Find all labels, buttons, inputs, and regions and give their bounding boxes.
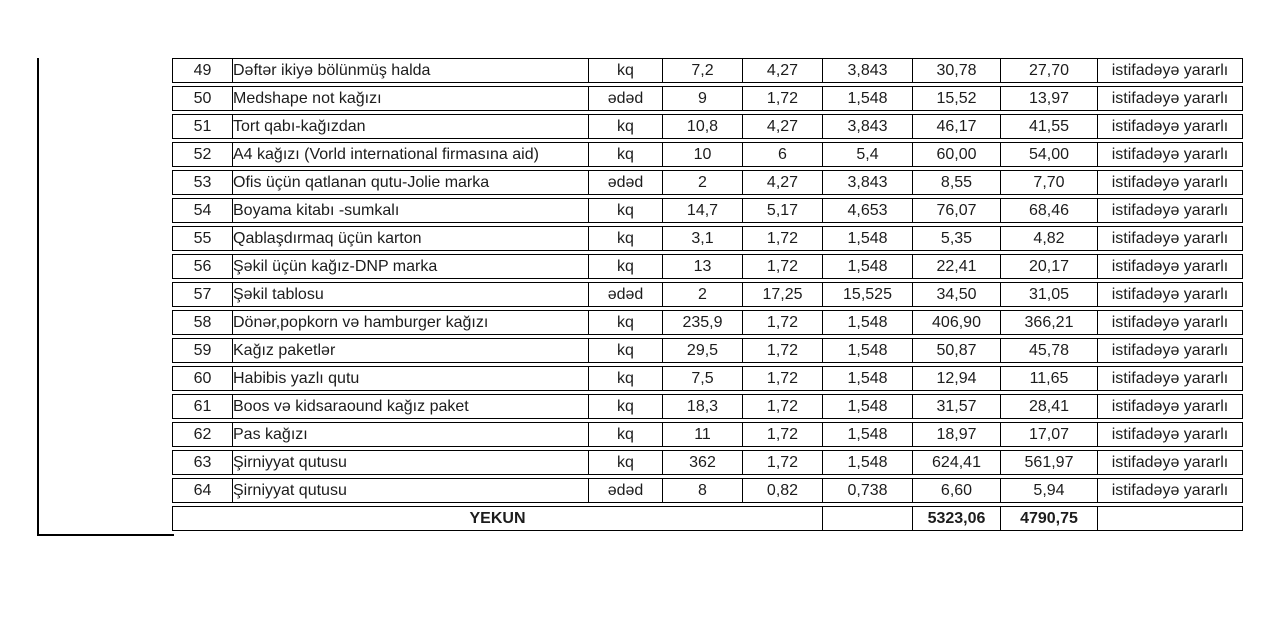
cell-price-net: 1,548 [822, 422, 912, 447]
table-row [172, 254, 1243, 279]
cell-name: Habibis yazlı qutu [232, 366, 588, 391]
cell-amount-net: 28,41 [1000, 394, 1097, 419]
cell-price-net: 5,4 [822, 142, 912, 167]
cell-unit: kq [588, 226, 662, 251]
cell-price-net: 1,548 [822, 394, 912, 419]
cell-price: 1,72 [742, 86, 822, 111]
cell-price-net: 3,843 [822, 170, 912, 195]
cell-amount: 76,07 [912, 198, 1000, 223]
cell-status: istifadəyə yararlı [1097, 338, 1243, 363]
cell-no: 54 [172, 198, 232, 223]
cell-no: 51 [172, 114, 232, 139]
total-amount: 5323,06 [912, 506, 1000, 531]
cell-amount-net: 366,21 [1000, 310, 1097, 335]
cell-amount: 30,78 [912, 58, 1000, 83]
cell-amount: 46,17 [912, 114, 1000, 139]
cell-amount-net: 13,97 [1000, 86, 1097, 111]
cell-status: istifadəyə yararlı [1097, 114, 1243, 139]
cell-status: istifadəyə yararlı [1097, 282, 1243, 307]
cell-price: 1,72 [742, 254, 822, 279]
cell-name: Kağız paketlər [232, 338, 588, 363]
cell-amount: 34,50 [912, 282, 1000, 307]
cell-unit: kq [588, 254, 662, 279]
table-row [172, 226, 1243, 251]
cell-amount-net: 31,05 [1000, 282, 1097, 307]
cell-unit: kq [588, 198, 662, 223]
cell-price: 1,72 [742, 226, 822, 251]
cell-unit: kq [588, 366, 662, 391]
cell-unit: kq [588, 310, 662, 335]
cell-unit: ədəd [588, 478, 662, 503]
cell-no: 63 [172, 450, 232, 475]
cell-unit: ədəd [588, 282, 662, 307]
cell-price: 1,72 [742, 422, 822, 447]
cell-status: istifadəyə yararlı [1097, 142, 1243, 167]
cell-amount-net: 27,70 [1000, 58, 1097, 83]
cell-status: istifadəyə yararlı [1097, 226, 1243, 251]
cell-status: istifadəyə yararlı [1097, 310, 1243, 335]
cell-status: istifadəyə yararlı [1097, 86, 1243, 111]
cell-status: istifadəyə yararlı [1097, 366, 1243, 391]
cell-name: Dəftər ikiyə bölünmüş halda [232, 58, 588, 83]
cell-amount: 60,00 [912, 142, 1000, 167]
table-row [172, 198, 1243, 223]
cell-unit: kq [588, 394, 662, 419]
cell-price: 1,72 [742, 310, 822, 335]
cell-status: istifadəyə yararlı [1097, 58, 1243, 83]
cell-price: 4,27 [742, 170, 822, 195]
total-amount-net: 4790,75 [1000, 506, 1097, 531]
cell-no: 60 [172, 366, 232, 391]
cell-price: 1,72 [742, 366, 822, 391]
cell-unit: kq [588, 142, 662, 167]
table-row [172, 450, 1243, 475]
table-row [172, 86, 1243, 111]
cell-qty: 14,7 [662, 198, 742, 223]
table-row [172, 282, 1243, 307]
footer-body [172, 506, 1243, 531]
cell-amount-net: 54,00 [1000, 142, 1097, 167]
table-row [172, 394, 1243, 419]
table-row [172, 478, 1243, 503]
cell-unit: kq [588, 338, 662, 363]
cell-price-net: 1,548 [822, 86, 912, 111]
cell-no: 58 [172, 310, 232, 335]
cell-amount-net: 17,07 [1000, 422, 1097, 447]
cell-qty: 7,5 [662, 366, 742, 391]
table-row [172, 366, 1243, 391]
cell-name: A4 kağızı (Vorld international firmasına aid) [232, 142, 588, 167]
cell-qty: 2 [662, 282, 742, 307]
cell-name: Dönər,popkorn və hamburger kağızı [232, 310, 588, 335]
cell-price-net: 15,525 [822, 282, 912, 307]
cell-price-net: 1,548 [822, 226, 912, 251]
total-empty-status [1097, 506, 1243, 531]
cell-qty: 8 [662, 478, 742, 503]
cell-amount: 18,97 [912, 422, 1000, 447]
cell-no: 49 [172, 58, 232, 83]
cell-name: Boos və kidsaraound kağız paket [232, 394, 588, 419]
cell-price: 1,72 [742, 450, 822, 475]
items-body [172, 58, 1243, 503]
inventory-table [172, 55, 1243, 534]
table-row [172, 170, 1243, 195]
total-label: YEKUN [172, 506, 822, 531]
cell-unit: ədəd [588, 170, 662, 195]
cell-name: Şəkil üçün kağız-DNP marka [232, 254, 588, 279]
cell-name: Qablaşdırmaq üçün karton [232, 226, 588, 251]
cell-no: 52 [172, 142, 232, 167]
cell-amount-net: 45,78 [1000, 338, 1097, 363]
table-row [172, 310, 1243, 335]
total-row [172, 506, 1243, 531]
cell-amount: 5,35 [912, 226, 1000, 251]
cell-no: 64 [172, 478, 232, 503]
cell-amount-net: 561,97 [1000, 450, 1097, 475]
cell-price: 17,25 [742, 282, 822, 307]
cell-status: istifadəyə yararlı [1097, 198, 1243, 223]
cell-price: 6 [742, 142, 822, 167]
table-row [172, 422, 1243, 447]
cell-price: 5,17 [742, 198, 822, 223]
cell-amount: 8,55 [912, 170, 1000, 195]
cell-qty: 2 [662, 170, 742, 195]
cell-price-net: 1,548 [822, 310, 912, 335]
table-row [172, 58, 1243, 83]
cell-qty: 9 [662, 86, 742, 111]
cell-qty: 18,3 [662, 394, 742, 419]
cell-no: 61 [172, 394, 232, 419]
table-row [172, 114, 1243, 139]
cell-qty: 10,8 [662, 114, 742, 139]
cell-name: Medshape not kağızı [232, 86, 588, 111]
cell-no: 56 [172, 254, 232, 279]
cell-amount: 12,94 [912, 366, 1000, 391]
cell-unit: kq [588, 450, 662, 475]
cell-amount: 406,90 [912, 310, 1000, 335]
cell-status: istifadəyə yararlı [1097, 394, 1243, 419]
cell-status: istifadəyə yararlı [1097, 422, 1243, 447]
cell-name: Ofis üçün qatlanan qutu-Jolie marka [232, 170, 588, 195]
cell-amount: 6,60 [912, 478, 1000, 503]
cell-qty: 10 [662, 142, 742, 167]
cell-no: 62 [172, 422, 232, 447]
cell-amount: 22,41 [912, 254, 1000, 279]
cell-name: Şirniyyat qutusu [232, 450, 588, 475]
cell-amount: 15,52 [912, 86, 1000, 111]
cell-status: istifadəyə yararlı [1097, 450, 1243, 475]
cell-price-net: 3,843 [822, 58, 912, 83]
cell-qty: 235,9 [662, 310, 742, 335]
cell-qty: 7,2 [662, 58, 742, 83]
cell-qty: 11 [662, 422, 742, 447]
cell-price: 1,72 [742, 338, 822, 363]
cell-amount-net: 68,46 [1000, 198, 1097, 223]
cell-price: 4,27 [742, 58, 822, 83]
cell-no: 55 [172, 226, 232, 251]
cell-status: istifadəyə yararlı [1097, 254, 1243, 279]
cell-no: 50 [172, 86, 232, 111]
cell-status: istifadəyə yararlı [1097, 170, 1243, 195]
cell-price: 0,82 [742, 478, 822, 503]
cell-no: 57 [172, 282, 232, 307]
cell-no: 59 [172, 338, 232, 363]
cell-qty: 3,1 [662, 226, 742, 251]
cell-amount-net: 4,82 [1000, 226, 1097, 251]
cell-qty: 29,5 [662, 338, 742, 363]
cell-amount-net: 41,55 [1000, 114, 1097, 139]
cell-amount-net: 5,94 [1000, 478, 1097, 503]
cell-amount-net: 7,70 [1000, 170, 1097, 195]
cell-price-net: 3,843 [822, 114, 912, 139]
cell-amount: 624,41 [912, 450, 1000, 475]
cell-price-net: 0,738 [822, 478, 912, 503]
total-empty-price-net [822, 506, 912, 531]
cell-qty: 362 [662, 450, 742, 475]
cell-price-net: 1,548 [822, 254, 912, 279]
cell-unit: ədəd [588, 86, 662, 111]
cell-name: Boyama kitabı -sumkalı [232, 198, 588, 223]
cell-name: Şirniyyat qutusu [232, 478, 588, 503]
table-row [172, 338, 1243, 363]
cell-qty: 13 [662, 254, 742, 279]
cell-unit: kq [588, 58, 662, 83]
cell-no: 53 [172, 170, 232, 195]
cell-name: Pas kağızı [232, 422, 588, 447]
cell-price: 4,27 [742, 114, 822, 139]
cell-amount-net: 11,65 [1000, 366, 1097, 391]
cell-price-net: 4,653 [822, 198, 912, 223]
cell-status: istifadəyə yararlı [1097, 478, 1243, 503]
cell-price-net: 1,548 [822, 338, 912, 363]
cell-amount-net: 20,17 [1000, 254, 1097, 279]
cell-name: Şəkil tablosu [232, 282, 588, 307]
cell-name: Tort qabı-kağızdan [232, 114, 588, 139]
cell-price-net: 1,548 [822, 366, 912, 391]
cell-amount: 31,57 [912, 394, 1000, 419]
left-section-cell [37, 58, 174, 536]
cell-unit: kq [588, 422, 662, 447]
cell-unit: kq [588, 114, 662, 139]
table-row [172, 142, 1243, 167]
cell-price-net: 1,548 [822, 450, 912, 475]
cell-price: 1,72 [742, 394, 822, 419]
cell-amount: 50,87 [912, 338, 1000, 363]
